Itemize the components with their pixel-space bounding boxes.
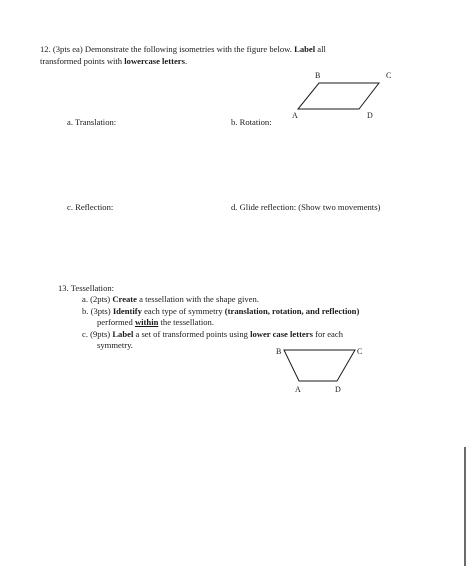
q12-vertex-label-d: D (367, 111, 373, 120)
q12-vertex-label-b: B (315, 71, 321, 80)
q13-b-line2-tail: the tessellation. (160, 317, 214, 327)
q13-c-text: a set of transformed points using (135, 329, 248, 339)
q12-lowercase-emphasis: lowercase letters (124, 56, 185, 66)
q12-part-c: c. Reflection: (67, 202, 114, 212)
q13-title: 13. Tessellation: (58, 283, 115, 293)
q13-b-within: within (134, 317, 159, 327)
q13-b-line2-text: performed (97, 317, 133, 327)
q12-vertex-label-c: C (386, 71, 392, 80)
q12-line2-period: . (184, 56, 188, 66)
q13-a-points: a. (2pts) (82, 294, 111, 304)
q13-c-lowercase: lower case letters (250, 329, 313, 339)
q12-line1-text: 12. (3pts ea) Demonstrate the following isometries with the figure below. (40, 44, 292, 54)
q13-a-create: Create (112, 294, 137, 304)
q13-item-c-line2: symmetry. (97, 340, 133, 350)
q12-line1-tail: all (317, 44, 326, 54)
q13-b-text: each type of symmetry (144, 306, 223, 316)
q13-vertex-label-a: A (295, 385, 301, 394)
q12-line2-text: transformed points with (40, 56, 123, 66)
q13-c-tail: for each (315, 329, 343, 339)
q12-part-b: b. Rotation: (231, 117, 272, 127)
q13-c-points: c. (9pts) (82, 329, 111, 339)
page-scrollbar[interactable] (464, 447, 466, 566)
q13-vertex-label-c: C (357, 347, 363, 356)
q13-vertex-label-d: D (335, 385, 341, 394)
q13-b-identify: Identify (112, 306, 142, 316)
q12-label-emphasis: Label (294, 44, 316, 54)
q13-a-text: a tessellation with the shape given. (139, 294, 259, 304)
q13-trapezoid-shape (284, 350, 355, 381)
q13-b-points: b. (3pts) (82, 306, 111, 316)
q12-part-d: d. Glide reflection: (Show two movements) (231, 202, 381, 212)
q13-b-symmetry-types: (translation, rotation, and reflection) (224, 306, 360, 316)
q12-vertex-label-a: A (292, 111, 298, 120)
q12-part-a: a. Translation: (67, 117, 117, 127)
q13-c-label: Label (112, 329, 134, 339)
q13-vertex-label-b: B (276, 347, 282, 356)
